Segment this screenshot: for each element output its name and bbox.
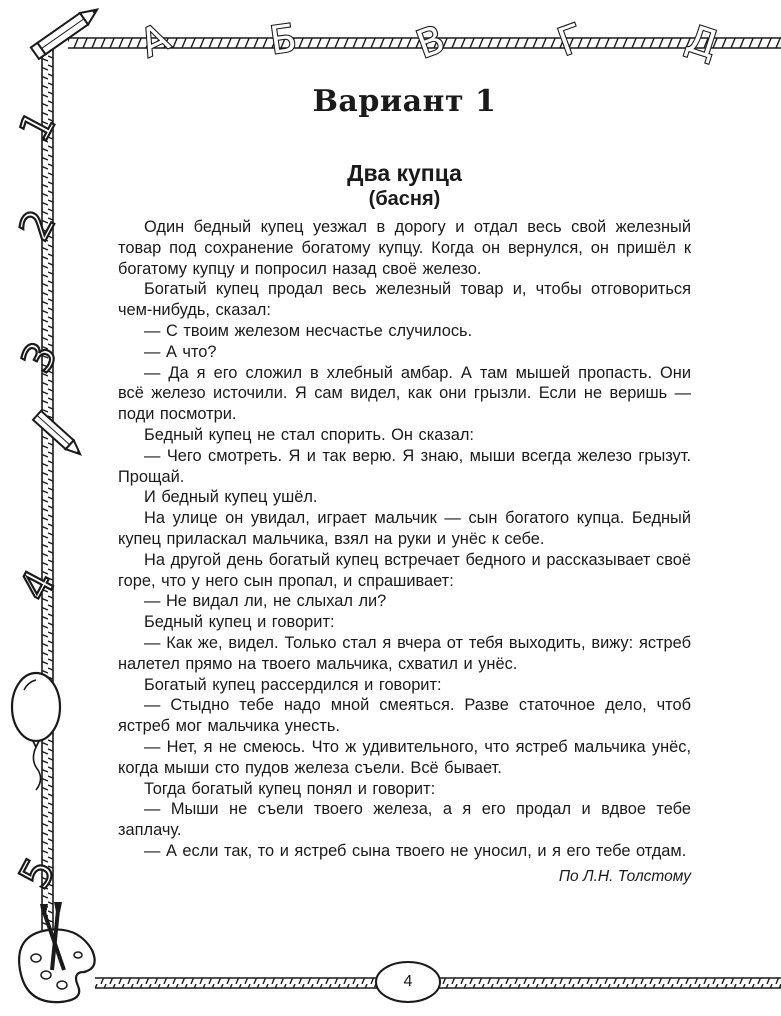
side-digit: 1 [9,102,66,150]
pencil-icon [33,411,84,459]
palette-icon [19,902,95,1002]
story-paragraph: На улице он увидал, играет мальчик — сын богатого купца. Бедный купец приласкал мальчика, взял на руки и унёс к себе. [118,509,691,548]
story-paragraph: Бедный купец и говорит: [144,613,335,632]
header-letter: Д [681,16,723,68]
story-body [118,217,691,862]
story-paragraph: — Как же, видел. Только стал я вчера от тебя выходить, вижу: ястреб налетел прямо на твоего мальчика, схватил и унёс. [118,633,691,673]
header-letter: А [133,14,176,66]
header-letter: Г [552,15,589,65]
side-digit: 3 [11,333,68,381]
left-border [42,48,53,938]
story-paragraph: — А если так, то и ястреб сына твоего не уносил, и я его тебе отдам. [144,841,687,860]
pencil-icon [31,4,101,59]
story-paragraph: Богатый купец рассердился и говорит: [144,675,442,694]
page-number: 4 [403,973,413,990]
story-title: Два купца [347,160,462,186]
story-paragraph: — Чего смотреть. Я и так верю. Я знаю, мыши всегда железо грызут. Прощай. [118,446,691,486]
story-paragraph: — Да я его сложил в хлебный амбар. А там мышей пропасть. Они всё железо источили. Я сам видел, как они грызли. Если не веришь — поди посмотри. [118,363,691,424]
story-paragraph: Богатый купец продал весь железный товар и, чтобы отговориться чем-нибудь, сказал: [118,280,691,320]
story-paragraph: Один бедный купец уезжал в дорогу и отдал весь свой железный товар под сохранение богатому купцу. Когда он вернулся, он пришёл к богатому купцу и попросил назад своё железо. [118,218,691,278]
story-paragraph: — Не видал ли, не слыхал ли? [144,592,387,611]
story-paragraph: — Мыши не съели твоего железа, а я его продал и вдвое тебе заплачу. [118,800,691,840]
story-content [118,84,691,886]
story-paragraph: — Нет, я не смеюсь. Что ж удивительного, что ястреб мальчика унёс, когда мыши сто пудов железа съели. Всё бывает. [118,737,691,777]
story-paragraph: — С твоим железом несчастье случилось. [144,321,473,340]
variant-title: Вариант 1 [312,84,497,119]
story-subtitle: (басня) [368,188,441,210]
story-paragraph: — Стыдно тебе надо мной смеяться. Разве статочное дело, чтоб ястреб мог мальчика унесть. [118,696,691,736]
story-paragraph: Бедный купец не стал спорить. Он сказал: [144,425,474,444]
side-digit: 2 [9,201,66,249]
story-paragraph: — А что? [144,342,217,361]
side-digit: 5 [9,849,66,897]
story-paragraph: И бедный купец ушёл. [144,488,318,507]
header-letter: Б [267,15,300,63]
header-letter: В [410,16,451,67]
side-digit: 4 [9,561,66,609]
author-attribution: По Л.Н. Толстому [558,867,691,885]
story-paragraph: На другой день богатый купец встречает бедного и рассказывает своё горе, что у него сын пропал, и спрашивает: [118,550,691,590]
story-paragraph: Тогда богатый купец понял и говорит: [144,779,436,798]
